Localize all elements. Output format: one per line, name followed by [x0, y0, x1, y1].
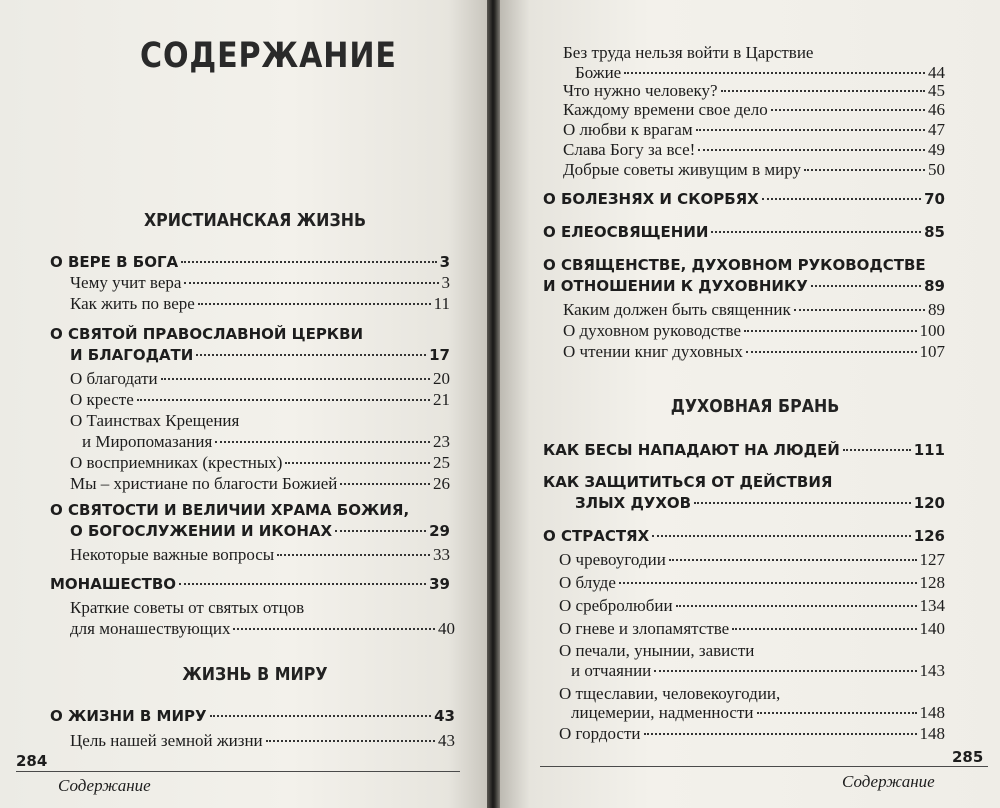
toc-entry[interactable] — [543, 440, 945, 460]
footer-rule — [16, 771, 460, 772]
toc-entry-text: и отчаянии — [571, 661, 652, 680]
toc-entry[interactable] — [50, 574, 450, 594]
toc-entry-text: О восприемниках (крестных) — [70, 453, 283, 472]
toc-entry[interactable] — [563, 300, 945, 320]
toc-page-number: 120 — [913, 494, 945, 512]
toc-page-number: 20 — [433, 369, 450, 388]
toc-entry[interactable] — [559, 573, 945, 593]
toc-entry[interactable] — [559, 550, 945, 570]
toc-page-number: 17 — [429, 346, 450, 364]
toc-page-number: 49 — [928, 140, 945, 159]
toc-entry-text: О духовном руководстве — [563, 321, 742, 340]
dot-leader — [161, 378, 430, 380]
dot-leader — [698, 149, 925, 151]
toc-entry-text: Некоторые важные вопросы — [70, 545, 275, 564]
dot-leader — [732, 628, 916, 630]
toc-page-number: 44 — [928, 63, 945, 82]
toc-page-number: 11 — [433, 294, 450, 313]
running-head: Содержание — [58, 776, 151, 795]
toc-page-number: 111 — [913, 441, 945, 459]
toc-entry-text: О СВЯТОЙ ПРАВОСЛАВНОЙ ЦЕРКВИ — [50, 325, 364, 343]
dot-leader — [711, 231, 921, 233]
dot-leader — [644, 733, 917, 735]
dot-leader — [137, 399, 430, 401]
toc-entry-text: Чему учит вера — [70, 273, 182, 292]
toc-entry[interactable] — [571, 703, 945, 723]
toc-page-number: 128 — [919, 573, 945, 592]
toc-entry[interactable] — [70, 369, 450, 389]
toc-entry-text: О сребролюбии — [559, 596, 673, 615]
toc-page-number: 50 — [928, 160, 945, 179]
dot-leader — [340, 483, 430, 485]
toc-entry[interactable] — [563, 342, 945, 362]
toc-page-number: 21 — [433, 390, 450, 409]
toc-page-number: 26 — [433, 474, 450, 493]
toc-page-number: 127 — [919, 550, 945, 569]
toc-entry-text: КАК БЕСЫ НАПАДАЮТ НА ЛЮДЕЙ — [543, 441, 840, 459]
toc-entry[interactable] — [70, 619, 455, 639]
right-page — [500, 0, 1000, 808]
toc-entry[interactable] — [50, 706, 455, 726]
dot-leader — [652, 535, 911, 537]
toc-entry[interactable] — [70, 345, 450, 365]
toc-page-number: 43 — [434, 707, 455, 725]
toc-page-number: 39 — [429, 575, 450, 593]
toc-page-number: 134 — [919, 596, 945, 615]
toc-entry[interactable] — [559, 619, 945, 639]
toc-page-number: 3 — [439, 253, 450, 271]
page-number: 285 — [952, 748, 984, 766]
dot-leader — [843, 449, 911, 451]
toc-page-number: 29 — [429, 522, 450, 540]
dot-leader — [746, 351, 917, 353]
toc-entry[interactable] — [575, 63, 945, 83]
toc-entry-text: Что нужно человеку? — [563, 81, 718, 100]
toc-entry[interactable] — [575, 493, 945, 513]
dot-leader — [266, 740, 435, 742]
toc-entry-text: О кресте — [70, 390, 134, 409]
toc-entry[interactable] — [50, 252, 450, 272]
toc-page-number: 107 — [919, 342, 945, 361]
toc-page-number: 45 — [928, 81, 945, 100]
toc-entry[interactable] — [70, 731, 455, 751]
toc-entry[interactable] — [559, 724, 945, 744]
dot-leader — [669, 559, 917, 561]
toc-entry-text: лицемерии, надменности — [571, 703, 754, 722]
dot-leader — [277, 554, 430, 556]
book-spine — [487, 0, 500, 808]
dot-leader — [744, 330, 916, 332]
dot-leader — [215, 441, 430, 443]
dot-leader — [654, 670, 916, 672]
toc-entry-text: О блуде — [559, 573, 616, 592]
toc-entry[interactable] — [571, 661, 945, 681]
toc-entry[interactable] — [70, 521, 450, 541]
toc-entry[interactable] — [70, 390, 450, 410]
dot-leader — [762, 198, 921, 200]
dot-leader — [771, 109, 925, 111]
toc-entry[interactable] — [543, 222, 945, 242]
toc-entry-text: Как жить по вере — [70, 294, 195, 313]
toc-entry-text: Каждому времени свое дело — [563, 100, 768, 119]
toc-page-number: 143 — [919, 661, 945, 680]
page-title: СОДЕРЖАНИЕ — [140, 36, 397, 76]
dot-leader — [624, 72, 925, 74]
dot-leader — [184, 282, 438, 284]
dot-leader — [721, 90, 925, 92]
toc-entry-text: Каким должен быть священник — [563, 300, 791, 319]
toc-entry-text: О гордости — [559, 724, 641, 743]
section-heading-life-in-world: ЖИЗНЬ В МИРУ — [182, 664, 328, 685]
toc-page-number: 33 — [433, 545, 450, 564]
toc-entry-text: Божие — [575, 63, 622, 82]
toc-page-number: 126 — [913, 527, 945, 545]
dot-leader — [676, 605, 917, 607]
toc-entry[interactable] — [70, 545, 450, 565]
toc-entry[interactable] — [70, 474, 450, 494]
page-number: 284 — [16, 752, 48, 770]
toc-entry-text: Мы – христиане по благости Божией — [70, 474, 338, 493]
toc-entry-text: И БЛАГОДАТИ — [70, 346, 194, 364]
left-page — [0, 0, 487, 808]
toc-entry-text: И ОТНОШЕНИИ К ДУХОВНИКУ — [543, 277, 808, 295]
dot-leader — [196, 354, 426, 356]
toc-entry[interactable] — [543, 189, 945, 209]
toc-page-number: 23 — [433, 432, 450, 451]
toc-entry-text: О СВЯЩЕНСТВЕ, ДУХОВНОМ РУКОВОДСТВЕ — [543, 256, 926, 274]
toc-page-number: 140 — [919, 619, 945, 638]
toc-entry[interactable] — [563, 100, 945, 120]
toc-entry-text: О ЕЛЕОСВЯЩЕНИИ — [543, 223, 709, 241]
toc-entry-text: КАК ЗАЩИТИТЬСЯ ОТ ДЕЙСТВИЯ — [543, 473, 833, 491]
toc-entry[interactable] — [563, 81, 945, 101]
toc-entry-text: Цель нашей земной жизни — [70, 731, 263, 750]
toc-page-number: 89 — [928, 300, 945, 319]
toc-page-number: 40 — [438, 619, 455, 638]
toc-entry-text: МОНАШЕСТВО — [50, 575, 177, 593]
toc-page-number: 70 — [924, 190, 945, 208]
toc-entry-text: О СВЯТОСТИ И ВЕЛИЧИИ ХРАМА БОЖИЯ, — [50, 501, 410, 519]
toc-entry-text: ЗЛЫХ ДУХОВ — [575, 494, 692, 512]
toc-page-number: 25 — [433, 453, 450, 472]
toc-entry-text: О гневе и злопамятстве — [559, 619, 730, 638]
toc-page-number: 148 — [919, 724, 945, 743]
dot-leader — [696, 129, 925, 131]
toc-entry-text: О ЖИЗНИ В МИРУ — [50, 707, 207, 725]
toc-page-number: 148 — [919, 703, 945, 722]
toc-entry-text: О БОГОСЛУЖЕНИИ И ИКОНАХ — [70, 522, 333, 540]
section-heading-spiritual-warfare: ДУХОВНАЯ БРАНЬ — [670, 396, 840, 417]
toc-entry-text: и Миропомазания — [82, 432, 213, 451]
toc-page-number: 85 — [924, 223, 945, 241]
toc-entry[interactable] — [563, 140, 945, 160]
toc-page-number: 100 — [919, 321, 945, 340]
toc-page-number: 43 — [438, 731, 455, 750]
toc-entry-text: для монашествующих — [70, 619, 231, 638]
toc-entry-text: О Таинствах Крещения — [70, 411, 240, 430]
section-heading-christian-life: ХРИСТИАНСКАЯ ЖИЗНЬ — [143, 210, 367, 231]
dot-leader — [335, 530, 426, 532]
toc-entry-text: О чревоугодии — [559, 550, 666, 569]
toc-entry[interactable] — [70, 273, 450, 293]
dot-leader — [804, 169, 925, 171]
dot-leader — [181, 261, 436, 263]
toc-entry-text: Добрые советы живущим в миру — [563, 160, 801, 179]
dot-leader — [794, 309, 925, 311]
toc-page-number: 3 — [441, 273, 450, 292]
dot-leader — [198, 303, 431, 305]
toc-entry-text: О чтении книг духовных — [563, 342, 743, 361]
toc-page-number: 47 — [928, 120, 945, 139]
toc-entry-text: Слава Богу за все! — [563, 140, 696, 159]
toc-page-number: 46 — [928, 100, 945, 119]
toc-entry-text: О БОЛЕЗНЯХ И СКОРБЯХ — [543, 190, 759, 208]
dot-leader — [285, 462, 430, 464]
toc-entry-text: О печали, унынии, зависти — [559, 641, 755, 660]
dot-leader — [694, 502, 911, 504]
toc-page-number: 89 — [924, 277, 945, 295]
toc-entry-text: Краткие советы от святых отцов — [70, 598, 305, 617]
toc-entry-text: О ВЕРЕ В БОГА — [50, 253, 179, 271]
footer-rule — [540, 766, 988, 767]
toc-entry-text: О СТРАСТЯХ — [543, 527, 650, 545]
running-head: Содержание — [842, 772, 935, 791]
toc-entry[interactable] — [563, 160, 945, 180]
toc-entry[interactable] — [70, 294, 450, 314]
dot-leader — [210, 715, 432, 717]
toc-entry[interactable] — [563, 321, 945, 341]
dot-leader — [233, 628, 435, 630]
dot-leader — [619, 582, 917, 584]
dot-leader — [811, 285, 921, 287]
toc-entry[interactable] — [543, 526, 945, 546]
dot-leader — [757, 712, 917, 714]
toc-entry[interactable] — [559, 596, 945, 616]
toc-entry-text: Без труда нельзя войти в Царствие — [563, 43, 814, 62]
toc-entry[interactable] — [82, 432, 450, 452]
toc-entry-text: О тщеславии, человекоугодии, — [559, 684, 781, 703]
toc-entry-text: О любви к врагам — [563, 120, 693, 139]
toc-entry[interactable] — [563, 120, 945, 140]
toc-entry[interactable] — [70, 453, 450, 473]
toc-entry-text: О благодати — [70, 369, 158, 388]
dot-leader — [179, 583, 426, 585]
toc-entry[interactable] — [543, 276, 945, 296]
